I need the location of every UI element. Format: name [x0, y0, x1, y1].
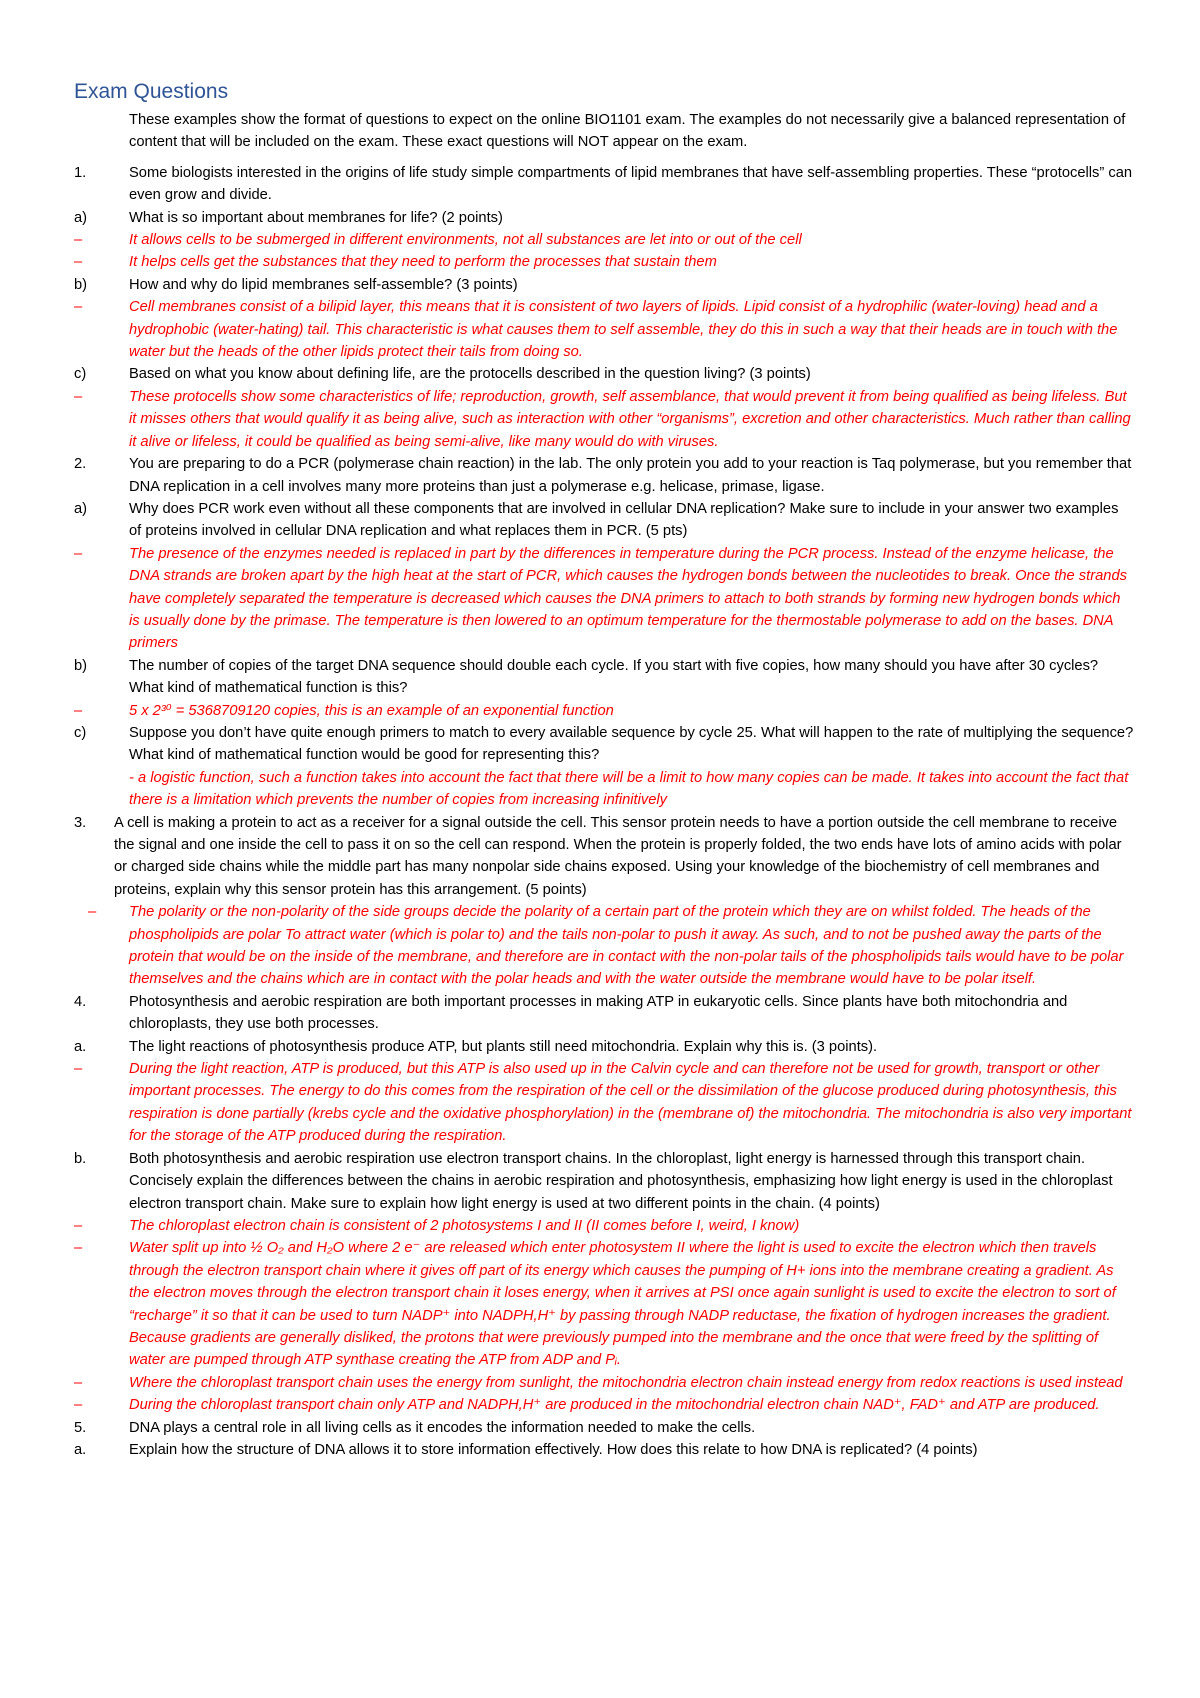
answer-item	[74, 296, 1134, 363]
item-marker: –	[74, 1397, 83, 1414]
question-item	[74, 498, 1134, 543]
item-marker: –	[74, 545, 83, 562]
answer-item	[74, 767, 1134, 812]
document-body	[74, 109, 1134, 1461]
question-item	[74, 1417, 1134, 1439]
item-text: The number of copies of the target DNA sequence should double each cycle. If you start with five copies, how many should you have after 30 cycles? What kind of mathematical function is this?	[129, 657, 1099, 697]
question-item	[74, 363, 1134, 385]
item-text: The polarity or the non-polarity of the side groups decide the polarity of a certain part of the protein which they are on whilst folded. The heads of the phospholipids are polar To attract water (which is polar to) and the tails non-polar to push it away. As such, and to not be pushed away the parts of the protein that would be on the inside of the membrane, and therefore are in contact with the non-polar tails of the phospholipids tails would have to be polar themselves and the chains which are in contact with the polar heads and with the water outside the membrane would have to be polar itself.	[129, 904, 1124, 988]
question-item	[74, 1148, 1134, 1215]
question-item	[74, 655, 1134, 700]
answer-item	[74, 251, 1134, 273]
question-item	[74, 162, 1134, 207]
page-title: Exam Questions	[74, 80, 229, 103]
question-item	[74, 991, 1134, 1036]
item-marker: –	[74, 1217, 83, 1234]
item-marker: a)	[74, 209, 88, 226]
question-item	[74, 453, 1134, 498]
item-marker: –	[88, 904, 97, 921]
question-item	[74, 722, 1134, 767]
answer-item	[74, 1058, 1134, 1148]
question-item	[74, 812, 1134, 902]
item-text: Based on what you know about defining life, are the protocells described in the question living? (3 points)	[129, 366, 811, 383]
answer-item	[74, 1372, 1134, 1394]
item-marker: a.	[74, 1441, 87, 1458]
item-marker: b)	[74, 657, 88, 674]
item-text: How and why do lipid membranes self-assemble? (3 points)	[129, 276, 518, 293]
item-text: The presence of the enzymes needed is replaced in part by the differences in temperature during the PCR process. Instead of the enzyme helicase, the DNA strands are broken apart by the high heat at the start of PCR, which causes the hydrogen bonds between the nucleotides to break. Once the strands have completely separated the temperature is decreased which causes the DNA primers to attach to both strands by forming new hydrogen bonds which is usually done by the primase. The temperature is then lowered to an optimum temperature for the thermostable polymerase to add on the bases. DNA primers	[129, 545, 1127, 652]
item-marker: 5.	[74, 1419, 87, 1436]
item-marker: –	[74, 702, 83, 719]
answer-item	[74, 700, 1134, 722]
item-text: Where the chloroplast transport chain uses the energy from sunlight, the mitochondria electron chain instead energy from redox reactions is used instead	[129, 1374, 1123, 1391]
item-text: What is so important about membranes for life? (2 points)	[129, 209, 503, 226]
item-text: Cell membranes consist of a bilipid layer, this means that it is consistent of two layers of lipids. Lipid consist of a hydrophilic (water-loving) head and a hydrophobic (water-hating) tail. This characteristic is what causes them to self assemble, they do this in such a way that their heads are in touch with the water but the heads of the other lipids protect their tails from doing so.	[129, 299, 1118, 361]
question-item	[74, 274, 1134, 296]
item-text: - a logistic function, such a function takes into account the fact that there will be a limit to how many copies can be made. It takes into account the fact that there is a limitation which prevents the number of copies from increasing infinitively	[129, 769, 1129, 809]
item-marker: –	[74, 254, 83, 271]
item-text: During the light reaction, ATP is produced, but this ATP is also used up in the Calvin cycle and can therefore not be used for growth, transport or other important processes. The energy to do this comes from the respiration of the cell or the dissimilation of the glucose produced during photosynthesis, this respiration is done partially (krebs cycle and the oxidative phosphorylation) in the (membrane of) the mitochondria. The mitochondria is also very important for the storage of the ATP produced during the respiration.	[129, 1061, 1132, 1145]
item-text: The light reactions of photosynthesis produce ATP, but plants still need mitochondria. Explain why this is. (3 points).	[129, 1038, 878, 1055]
item-marker: 1.	[74, 164, 87, 181]
item-marker: b)	[74, 276, 88, 293]
item-text: Water split up into ½ O₂ and H₂O where 2 e⁻ are released which enter photosystem II where the light is used to excite the electron which then travels through the electron transport chain where it gives off part of its energy which causes the pumping of H+ ions into the membrane creating a gradient. As the electron moves through the electron transport chain it loses energy, when it arrives at PSI once again sunlight is used to excite the electron to sort of “recharge” it so that it can be used to turn NADP⁺ into NADPH,H⁺ by passing through NADP reductase, the fixation of hydrogen increases the gradient. Because gradients are generally disliked, the protons that were previously pumped into the membrane and the once that were freed by the splitting of water are pumped through ATP synthase creating the ATP from ADP and Pᵢ.	[129, 1240, 1116, 1369]
item-marker: –	[74, 299, 83, 316]
item-text: These protocells show some characteristics of life; reproduction, growth, self assemblance, that would prevent it from being qualified as being lifeless. But it misses others that would qualify it as being alive, such as interaction with other “organisms”, excretion and other characteristics. Much rather than calling it alive or lifeless, it could be qualified as being semi-alive, like many would do with viruses.	[129, 388, 1131, 450]
answer-item	[74, 1237, 1134, 1371]
item-marker: –	[74, 1374, 83, 1391]
item-marker: b.	[74, 1150, 87, 1167]
item-text: Photosynthesis and aerobic respiration are both important processes in making ATP in eukaryotic cells. Since plants have both mitochondria and chloroplasts, they use both processes.	[129, 993, 1068, 1033]
item-text: During the chloroplast transport chain only ATP and NADPH,H⁺ are produced in the mitochondrial electron chain NAD⁺, FAD⁺ and ATP are produced.	[129, 1397, 1100, 1414]
item-marker: 2.	[74, 456, 87, 473]
item-marker: c)	[74, 366, 87, 383]
question-item	[74, 207, 1134, 229]
answer-item	[74, 543, 1134, 655]
item-text: Both photosynthesis and aerobic respiration use electron transport chains. In the chloroplast, light energy is harnessed through this transport chain. Concisely explain the differences between the chains in aerobic respiration and photosynthesis, emphasizing how light energy is used in the chloroplast electron transport chain. Make sure to explain how light energy is used at two different points in the chain. (4 points)	[129, 1150, 1113, 1212]
item-text: You are preparing to do a PCR (polymerase chain reaction) in the lab. The only protein you add to your reaction is Taq polymerase, but you remember that DNA replication in a cell involves many more proteins than just a polymerase e.g. helicase, primase, ligase.	[129, 456, 1132, 495]
item-marker: c)	[74, 724, 87, 741]
item-marker: a)	[74, 500, 88, 517]
item-marker: –	[74, 388, 83, 405]
answer-item	[74, 1394, 1134, 1416]
item-text: Suppose you don’t have quite enough primers to match to every available sequence by cycle 25. What will happen to the rate of multiplying the sequence? What kind of mathematical function would be good for representing this?	[129, 724, 1134, 764]
answer-item	[74, 901, 1134, 991]
question-list	[74, 162, 1134, 1462]
item-text: The chloroplast electron chain is consistent of 2 photosystems I and II (II comes before I, weird, I know)	[129, 1217, 800, 1234]
item-text: Some biologists interested in the origins of life study simple compartments of lipid membranes that have self-assembling properties. These “protocells” can even grow and divide.	[129, 164, 1133, 204]
item-text: A cell is making a protein to act as a receiver for a signal outside the cell. This sensor protein needs to have a portion outside the cell membrane to receive the signal and one inside the cell to pass it on so the cell can respond. When the protein is properly folded, the two ends have lots of amino acids with polar or charged side chains while the middle part has many nonpolar side chains exposed. Using your knowledge of the biochemistry of cell membranes and proteins, explain why this sensor protein has this arrangement. (5 points)	[114, 814, 1122, 898]
item-text: It allows cells to be submerged in different environments, not all substances are let into or out of the cell	[129, 232, 802, 249]
item-text: 5 x 2³⁰ = 5368709120 copies, this is an example of an exponential function	[129, 702, 614, 719]
item-marker: –	[74, 1240, 83, 1257]
answer-item	[74, 229, 1134, 251]
item-marker: 3.	[74, 814, 87, 831]
item-text: Why does PCR work even without all these components that are involved in cellular DNA replication? Make sure to include in your answer two examples of proteins involved in cellular DNA replication and what replaces them in PCR. (5 pts)	[129, 500, 1119, 540]
item-marker: a.	[74, 1038, 87, 1055]
item-marker: –	[74, 232, 83, 249]
question-item	[74, 1439, 1134, 1461]
item-text: Explain how the structure of DNA allows it to store information effectively. How does this relate to how DNA is replicated? (4 points)	[129, 1441, 978, 1458]
answer-item	[74, 1215, 1134, 1237]
item-marker: –	[74, 1061, 83, 1078]
item-marker: 4.	[74, 993, 87, 1010]
question-item	[74, 1036, 1134, 1058]
answer-item	[74, 386, 1134, 453]
item-marker	[74, 767, 129, 812]
item-text: It helps cells get the substances that they need to perform the processes that sustain them	[129, 254, 717, 271]
intro-paragraph: These examples show the format of questions to expect on the online BIO1101 exam. The examples do not necessarily give a balanced representation of content that will be included on the exam. These exact questions will NOT appear on the exam.	[129, 112, 1126, 151]
item-text: DNA plays a central role in all living cells as it encodes the information needed to make the cells.	[129, 1419, 756, 1436]
